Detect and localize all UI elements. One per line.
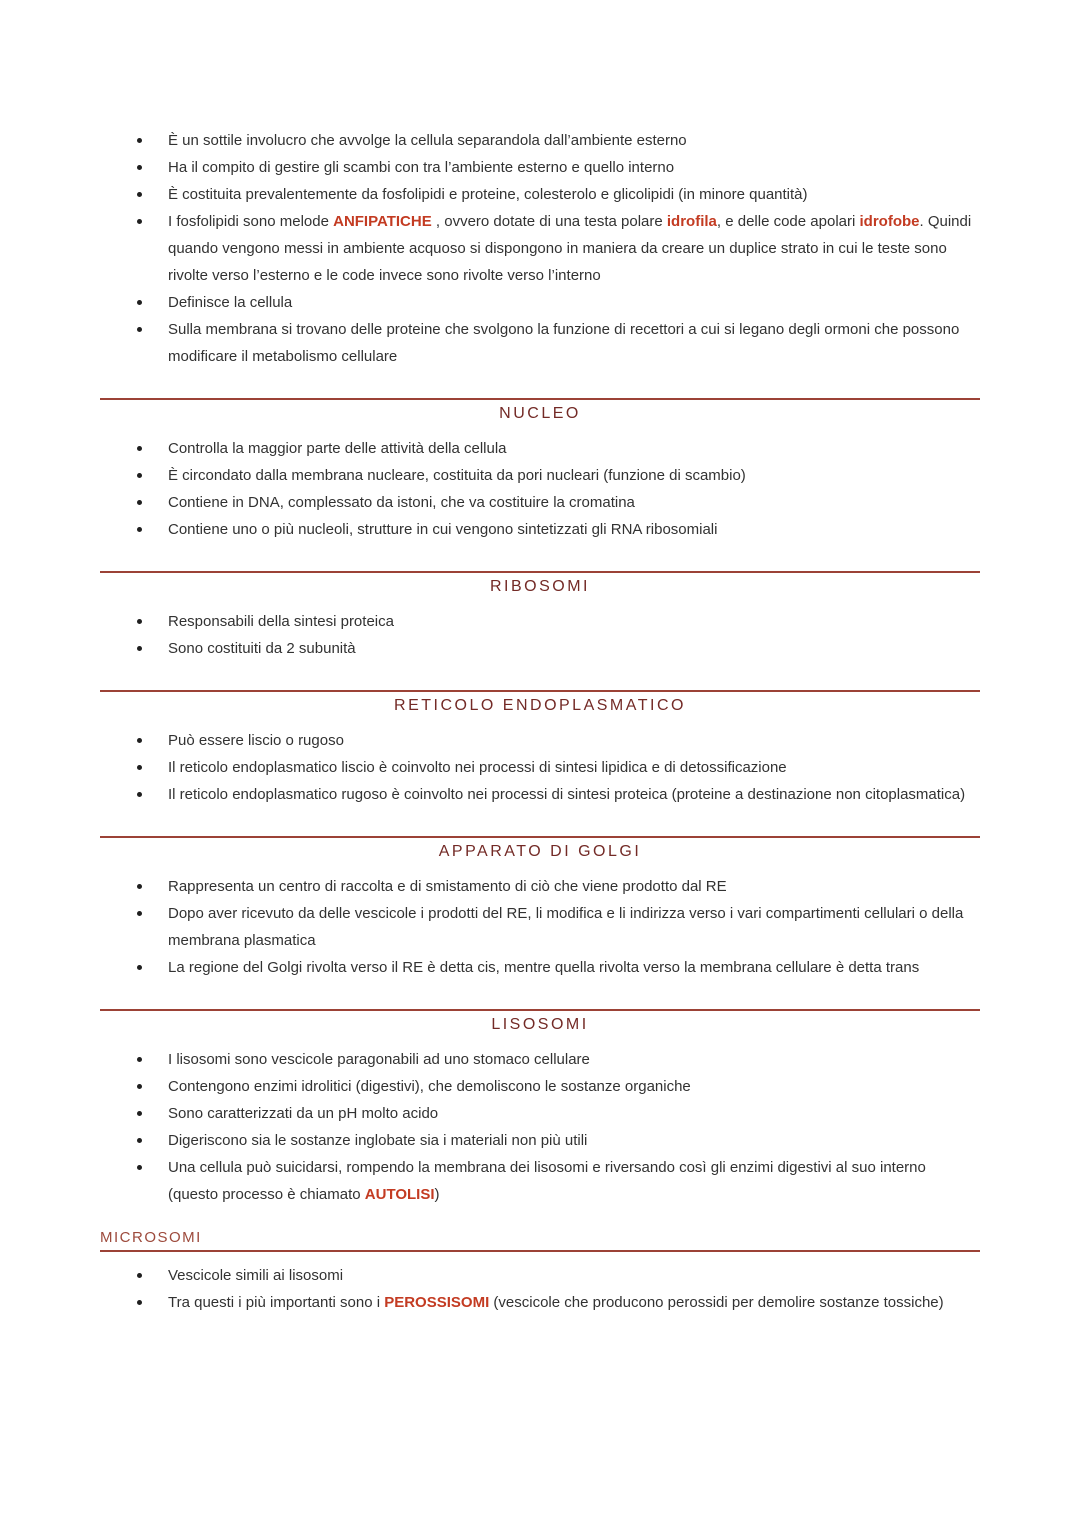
bullet-text: I fosfolipidi sono melode ANFIPATICHE , ovvero dotate di una testa polare idrofila, e delle code apolari idrofobe. Quindi quando vengono messi in ambiente acquoso si dispongono in maniera da creare un duplice strato in cui le teste sono rivolte verso l’esterno e le code invece sono rivolte verso l’interno [168,213,972,284]
bullet-text: Contiene in DNA, complessato da istoni, che va costituire la cromatina [168,494,635,511]
bullet-icon [137,1273,142,1278]
bullet-text: La regione del Golgi rivolta verso il RE è detta cis, mentre quella rivolta verso la membrana cellulare è detta trans [168,959,920,976]
bullet-text: Sono caratterizzati da un pH molto acido [168,1105,439,1122]
bullet-list [100,1046,980,1208]
emphasis-text: PEROSSISOMI [384,1294,490,1311]
bullet-item [100,489,980,516]
bullet-item [100,1262,980,1289]
emphasis-text: ANFIPATICHE [333,213,432,230]
bullet-item [100,1127,980,1154]
bullet-item [100,1154,980,1208]
bullet-item [100,608,980,635]
section-nucleo [100,398,980,543]
bullet-text: Digeriscono sia le sostanze inglobate sia i materiali non più utili [168,1132,588,1149]
bullet-item [100,727,980,754]
bullet-item [100,900,980,954]
bullet-text: Dopo aver ricevuto da delle vescicole i prodotti del RE, li modifica e li indirizza verso i vari compartimenti cellulari o della membrana plasmatica [168,905,964,949]
bullet-icon [137,192,142,197]
bullet-icon [137,527,142,532]
bullet-text: Tra questi i più importanti sono i PEROSSISOMI (vescicole che producono perossidi per demolire sostanze tossiche) [168,1294,944,1311]
bullet-item [100,754,980,781]
bullet-text: Il reticolo endoplasmatico rugoso è coinvolto nei processi di sintesi proteica (proteine a destinazione non citoplasmatica) [168,786,966,803]
section-apparato-di-golgi [100,836,980,981]
section-heading: RETICOLO ENDOPLASMATICO [394,697,686,714]
section-heading: APPARATO DI GOLGI [438,843,642,860]
bullet-icon [137,1300,142,1305]
bullet-text: Il reticolo endoplasmatico liscio è coinvolto nei processi di sintesi lipidica e di detossificazione [168,759,787,776]
section-heading: RIBOSOMI [489,578,590,595]
bullet-list [100,873,980,981]
bullet-icon [137,646,142,651]
bullet-item [100,1289,980,1316]
bullet-icon [137,738,142,743]
bullet-list [100,1262,980,1316]
bullet-icon [137,1084,142,1089]
bullet-text: Responsabili della sintesi proteica [168,613,394,630]
bullet-text: I lisosomi sono vescicole paragonabili ad uno stomaco cellulare [168,1051,590,1068]
section-intro [100,127,980,370]
bullet-icon [137,473,142,478]
section-reticolo-endoplasmatico [100,690,980,808]
bullet-icon [137,792,142,797]
bullet-icon [137,300,142,305]
bullet-icon [137,1057,142,1062]
section-heading: NUCLEO [499,405,581,422]
bullet-text: Può essere liscio o rugoso [168,732,344,749]
bullet-text: È costituita prevalentemente da fosfolipidi e proteine, colesterolo e glicolipidi (in minore quantità) [168,186,808,203]
section-lisosomi [100,1009,980,1208]
bullet-item [100,435,980,462]
bullet-icon [137,619,142,624]
bullet-item [100,462,980,489]
bullet-text: Contengono enzimi idrolitici (digestivi), che demoliscono le sostanze organiche [168,1078,691,1095]
bullet-item [100,316,980,370]
bullet-list [100,608,980,662]
bullet-icon [137,138,142,143]
bullet-item [100,516,980,543]
bullet-item [100,1073,980,1100]
bullet-text: Sulla membrana si trovano delle proteine che svolgono la funzione di recettori a cui si legano degli ormoni che possono modificare il metabolismo cellulare [168,321,960,365]
emphasis-text: idrofobe [859,213,920,230]
emphasis-text: AUTOLISI [364,1186,435,1203]
bullet-text: Definisce la cellula [168,294,293,311]
bullet-icon [137,219,142,224]
bullet-item [100,1100,980,1127]
bullet-icon [137,1165,142,1170]
bullet-text: Sono costituiti da 2 subunità [168,640,356,657]
section-heading: LISOSOMI [491,1016,589,1033]
bullet-icon [137,165,142,170]
subsection-heading: MICROSOMI [100,1228,980,1252]
bullet-text: Rappresenta un centro di raccolta e di smistamento di ciò che viene prodotto dal RE [168,878,727,895]
bullet-item [100,181,980,208]
bullet-item [100,954,980,981]
bullet-icon [137,327,142,332]
emphasis-text: idrofila [666,213,717,230]
bullet-list [100,435,980,543]
bullet-icon [137,1138,142,1143]
bullet-icon [137,884,142,889]
bullet-text: Controlla la maggior parte delle attività della cellula [168,440,507,457]
bullet-text: Ha il compito di gestire gli scambi con tra l’ambiente esterno e quello interno [168,159,675,176]
bullet-text: È un sottile involucro che avvolge la cellula separandola dall’ambiente esterno [168,132,687,149]
bullet-icon [137,965,142,970]
bullet-icon [137,911,142,916]
bullet-item [100,154,980,181]
bullet-item [100,781,980,808]
bullet-list [100,727,980,808]
bullet-item [100,1046,980,1073]
bullet-icon [137,500,142,505]
bullet-item [100,208,980,289]
bullet-text: Vescicole simili ai lisosomi [168,1267,344,1284]
bullet-item [100,873,980,900]
bullet-text: Contiene uno o più nucleoli, strutture in cui vengono sintetizzati gli RNA ribosomiali [168,521,718,538]
bullet-icon [137,1111,142,1116]
section-ribosomi [100,571,980,662]
bullet-item [100,635,980,662]
bullet-item [100,289,980,316]
bullet-list [100,127,980,370]
bullet-text: Una cellula può suicidarsi, rompendo la membrana dei lisosomi e riversando così gli enzimi digestivi al suo interno (questo processo è chiamato AUTOLISI) [168,1159,926,1203]
section-microsomi [100,1228,980,1316]
bullet-icon [137,446,142,451]
bullet-text: È circondato dalla membrana nucleare, costituita da pori nucleari (funzione di scambio) [168,467,746,484]
bullet-item [100,127,980,154]
bullet-icon [137,765,142,770]
